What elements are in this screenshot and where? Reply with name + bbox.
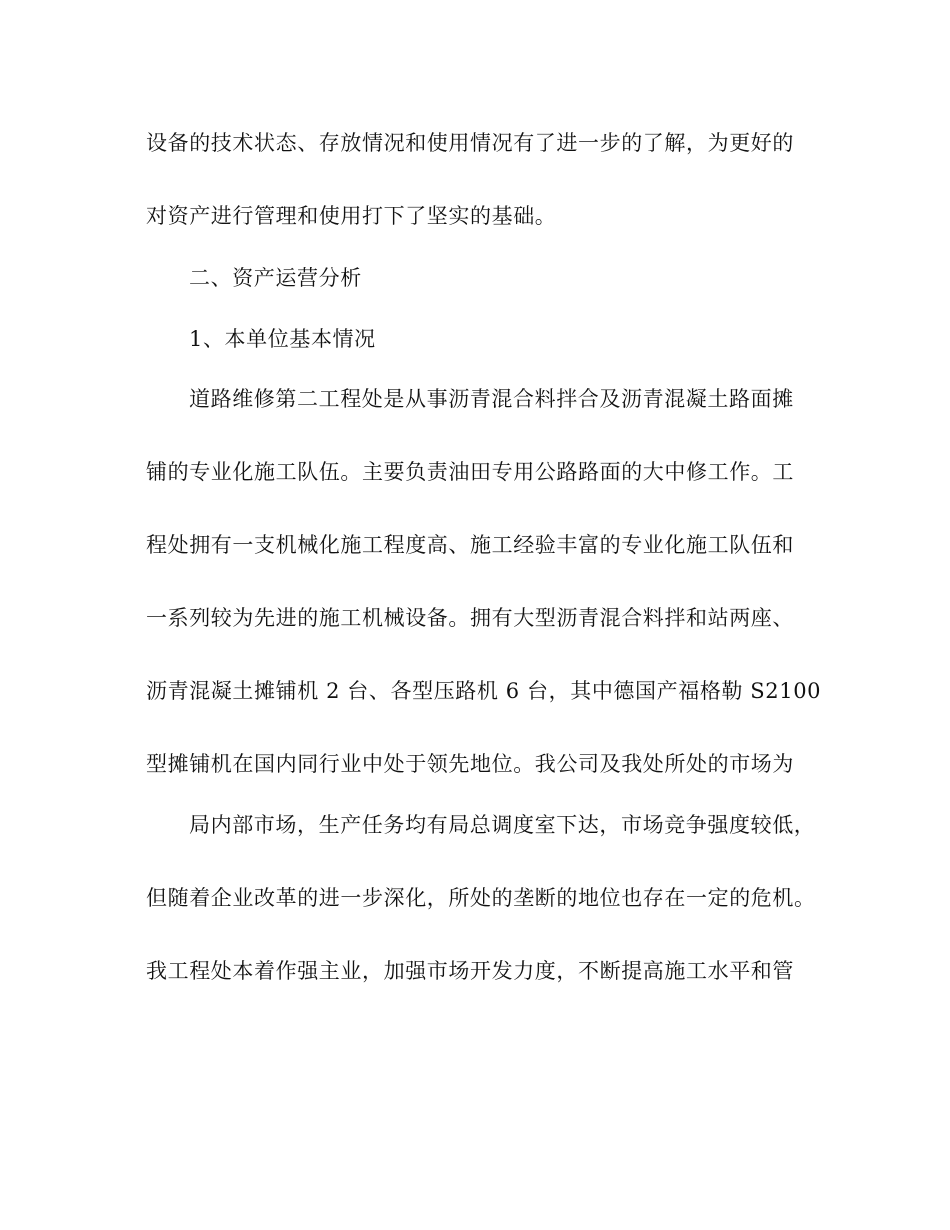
- paragraph-line: 但随着企业改革的进一步深化，所处的垄断的地位也存在一定的危机。: [146, 886, 816, 910]
- section-heading: 二、资产运营分析: [189, 266, 362, 290]
- paragraph-line: 程处拥有一支机械化施工程度高、施工经验丰富的专业化施工队伍和: [146, 533, 794, 557]
- subsection-heading: 1、本单位基本情况: [189, 327, 376, 351]
- paragraph-line: 局内部市场，生产任务均有局总调度室下达，市场竞争强度较低，: [189, 813, 816, 837]
- paragraph-line: 我工程处本着作强主业，加强市场开发力度，不断提高施工水平和管: [146, 959, 794, 983]
- paragraph-line: 设备的技术状态、存放情况和使用情况有了进一步的了解，为更好的: [146, 131, 794, 155]
- paragraph-line: 型摊铺机在国内同行业中处于领先地位。我公司及我处所处的市场为: [146, 752, 794, 776]
- paragraph-line: 铺的专业化施工队伍。主要负责油田专用公路路面的大中修工作。工: [146, 460, 794, 484]
- paragraph-line: 道路维修第二工程处是从事沥青混合料拌合及沥青混凝土路面摊: [189, 387, 794, 411]
- paragraph-line: 一系列较为先进的施工机械设备。拥有大型沥青混合料拌和站两座、: [146, 606, 794, 630]
- paragraph-line: 沥青混凝土摊铺机 2 台、各型压路机 6 台，其中德国产福格勒 S2100: [146, 679, 822, 703]
- paragraph-line: 对资产进行管理和使用打下了坚实的基础。: [146, 204, 557, 228]
